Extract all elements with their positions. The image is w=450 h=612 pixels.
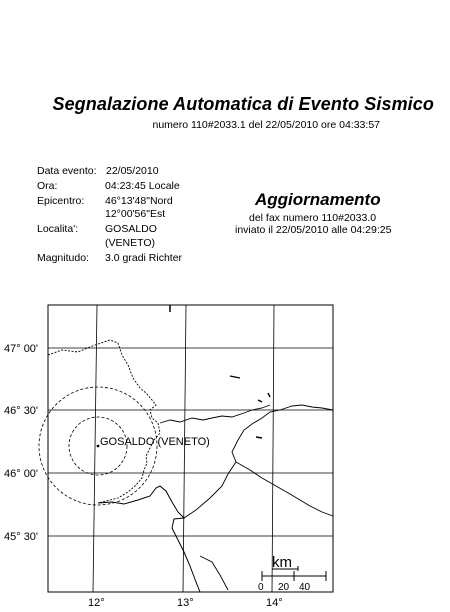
- eastern-border-south: [236, 462, 333, 516]
- report-subtitle: numero 110#2033.1 del 22/05/2010 ore 04:33:57: [152, 119, 380, 131]
- lat-tick-45-30: 45° 30': [4, 531, 39, 543]
- event-time-label: Ora:: [37, 180, 58, 192]
- lake-4: [256, 437, 262, 438]
- regional-border-east: [160, 405, 270, 423]
- event-date-label: Data evento:: [37, 165, 97, 177]
- istria-coast: [200, 556, 228, 590]
- lon-tick-13: 13°: [177, 597, 194, 609]
- lake-2: [268, 393, 270, 397]
- lat-tick-47-00: 47° 00': [4, 343, 39, 355]
- locality-label: Localita':: [37, 223, 79, 235]
- national-border: [48, 340, 160, 503]
- epicenter-label: GOSALDO (VENETO): [100, 436, 210, 448]
- graticule: [48, 305, 333, 592]
- epicenter-longitude: 12°00'56"Est: [105, 208, 166, 220]
- epicenter-label-text: Epicentro:: [37, 195, 85, 207]
- magnitude-label: Magnitudo:: [37, 252, 89, 264]
- lat-tick-46-30: 46° 30': [4, 405, 39, 417]
- coastline: [98, 486, 200, 592]
- scale-unit-label: km: [272, 554, 292, 571]
- update-fax-reference: del fax numero 110#2033.0: [249, 212, 377, 224]
- epicenter-marker: [97, 445, 100, 448]
- locality-region: (VENETO): [105, 237, 155, 249]
- scale-label-0: 0: [258, 582, 264, 593]
- eastern-border: [184, 405, 333, 518]
- scale-label-40: 40: [299, 582, 311, 593]
- update-title: Aggiornamento: [255, 190, 381, 209]
- report-title: Segnalazione Automatica di Evento Sismico: [52, 94, 434, 114]
- lake-3: [258, 400, 262, 402]
- lat-tick-46-00: 46° 00': [4, 468, 39, 480]
- lake-1: [230, 376, 240, 378]
- locality-name: GOSALDO: [105, 223, 157, 235]
- update-sent-time: inviato il 22/05/2010 alle 04:29:25: [235, 224, 392, 236]
- event-time-value: 04:23:45 Locale: [105, 180, 180, 192]
- magnitude-value: 3.0 gradi Richter: [105, 252, 183, 264]
- event-date-value: 22/05/2010: [106, 165, 159, 177]
- lon-tick-14: 14°: [266, 597, 283, 609]
- scale-label-20: 20: [278, 582, 290, 593]
- epicenter-latitude: 46°13'48"Nord: [105, 195, 173, 207]
- lon-tick-12: 12°: [88, 597, 105, 609]
